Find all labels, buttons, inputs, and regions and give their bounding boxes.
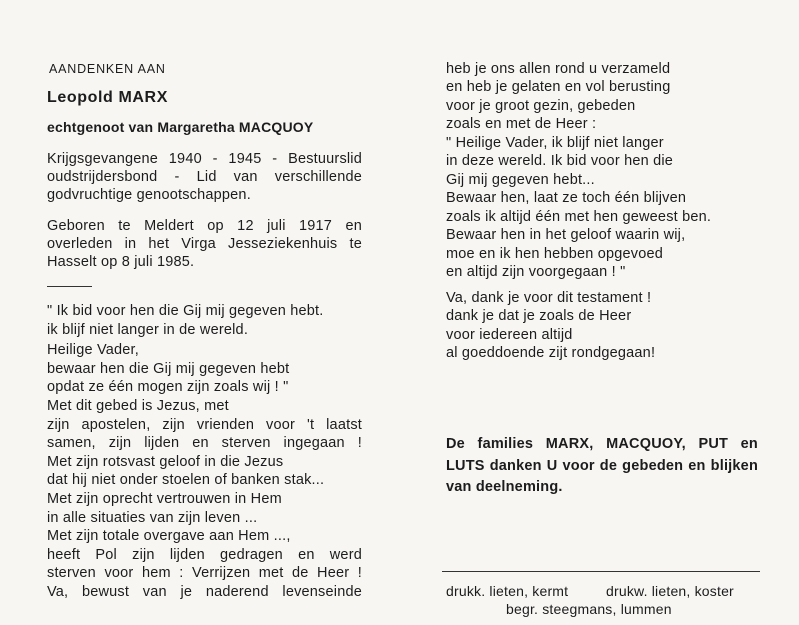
dates-line: Hasselt op 8 juli 1985.: [47, 254, 195, 270]
prayer-line: Gij mij gegeven hebt...: [446, 172, 595, 188]
prayer-line: voor je groot gezin, gebeden: [446, 98, 636, 114]
prayer-line: Met zijn oprecht vertrouwen in Hem: [47, 491, 282, 507]
dates-line: overleden in het Virga Jesseziekenhuis te: [47, 236, 362, 252]
prayer-line: samen, zijn lijden en sterven ingegaan !: [47, 435, 362, 451]
prayer-line: Bewaar hen, laat ze toch één blijven: [446, 190, 687, 206]
prayer-line: Met zijn totale overgave aan Hem ...,: [47, 528, 291, 544]
prayer-line: sterven voor hem : Verrijzen met de Heer !: [47, 565, 362, 581]
prayer-line: Met zijn rotsvast geloof in die Jezus: [47, 454, 284, 470]
prayer-line: opdat ze één mogen zijn zoals wij ! ": [47, 379, 289, 395]
prayer-line: zoals en met de Heer :: [446, 116, 597, 132]
prayer-line: zijn apostelen, zijn vrienden voor 't laatst: [47, 417, 362, 433]
bio-line: Krijgsgevangene 1940 - 1945 - Bestuurslid: [47, 151, 362, 167]
dates-line: Geboren te Meldert op 12 juli 1917 en: [47, 218, 362, 234]
deceased-name: Leopold MARX: [47, 89, 168, 106]
prayer-line: heb je ons allen rond u verzameld: [446, 61, 671, 77]
family-thanks-line: LUTS danken U voor de gebeden en blijken: [446, 458, 758, 474]
divider-rule: [47, 286, 92, 287]
prayer-line: en heb je gelaten en vol berusting: [446, 79, 671, 95]
prayer-line: " Heilige Vader, ik blijf niet langer: [446, 135, 664, 151]
prayer-line: in alle situaties van zijn leven ...: [47, 510, 258, 526]
prayer-line: zoals ik altijd één met hen geweest ben.: [446, 209, 712, 225]
prayer-line: Heilige Vader,: [47, 342, 140, 358]
prayer-line: ik blijf niet langer in de wereld.: [47, 322, 249, 338]
prayer-line: bewaar hen die Gij mij gegeven hebt: [47, 361, 290, 377]
prayer-line: " Ik bid voor hen die Gij mij gegeven hebt.: [47, 303, 324, 319]
prayer-line: moe en ik hen hebben opgevoed: [446, 246, 664, 262]
prayer-line: Va, bewust van je naderend levenseinde: [47, 584, 362, 600]
prayer-line: heeft Pol zijn lijden gedragen en werd: [47, 547, 362, 563]
thanks-line: al goeddoende zijt rondgegaan!: [446, 345, 656, 361]
thanks-line: voor iedereen altijd: [446, 327, 573, 343]
thanks-line: Va, dank je voor dit testament !: [446, 290, 652, 306]
prayer-line: dat hij niet onder stoelen of banken stak...: [47, 472, 325, 488]
family-thanks-line: De families MARX, MACQUOY, PUT en: [446, 436, 758, 452]
prayer-line: en altijd zijn voorgegaan ! ": [446, 264, 626, 280]
thanks-line: dank je dat je zoals de Heer: [446, 308, 632, 324]
printer-credit: drukw. lieten, koster: [606, 583, 734, 599]
bio-line: oudstrijdersbond - Lid van verschillende: [47, 169, 362, 185]
prayer-line: in deze wereld. Ik bid voor hen die: [446, 153, 674, 169]
printer-credit: begr. steegmans, lummen: [506, 601, 672, 617]
prayer-line: Met dit gebed is Jezus, met: [47, 398, 229, 414]
prayer-line: Bewaar hen in het geloof waarin wij,: [446, 227, 686, 243]
bio-line: godvruchtige genootschappen.: [47, 187, 251, 203]
in-memory-heading: AANDENKEN AAN: [49, 62, 166, 76]
printer-divider: [442, 571, 760, 572]
spouse-line: echtgenoot van Margaretha MACQUOY: [47, 119, 314, 135]
family-thanks-line: van deelneming.: [446, 479, 563, 495]
printer-credit: drukk. lieten, kermt: [446, 583, 569, 599]
